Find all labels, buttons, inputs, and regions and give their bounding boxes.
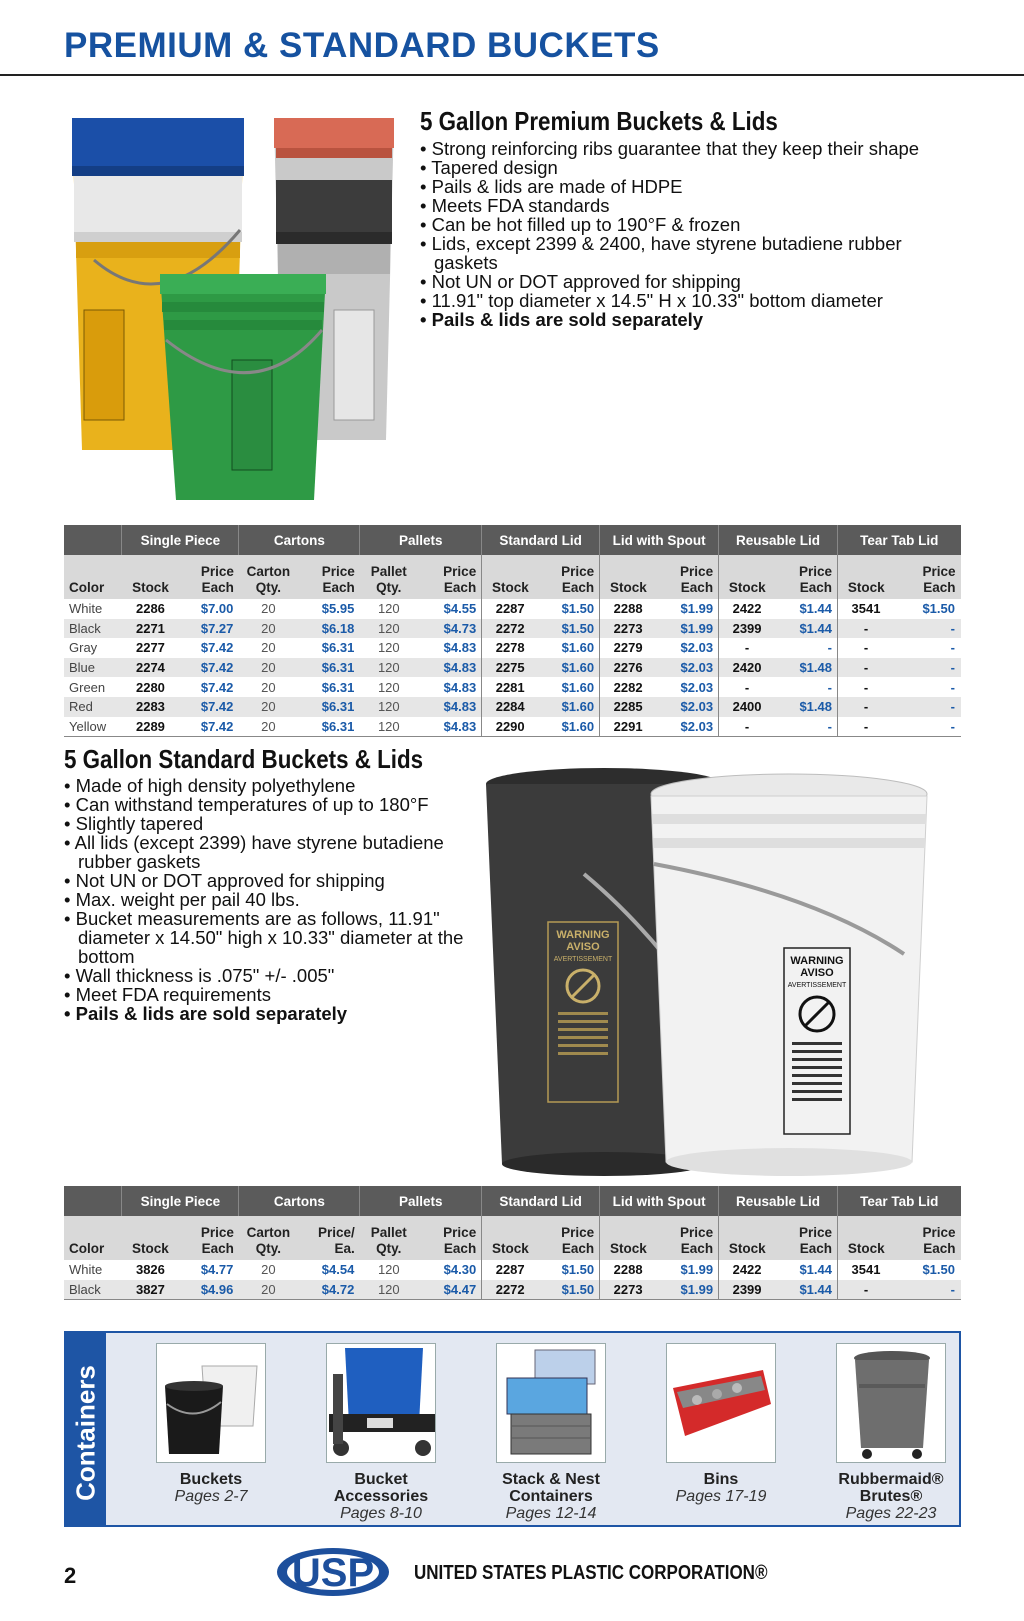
table-cell: $1.60 [539, 697, 600, 717]
standard-bullet-sold-separately: • Pails & lids are sold separately [64, 1004, 489, 1023]
column-header: Carton Qty. [239, 555, 298, 599]
nav-item-buckets[interactable] [126, 1343, 296, 1505]
group-header-single-piece: Single Piece [122, 525, 239, 555]
table-cell: - [863, 679, 869, 695]
group-header-reusable-lid: Reusable Lid [719, 1186, 838, 1216]
premium-buckets-photo [64, 110, 424, 520]
group-header-cartons: Cartons [239, 1186, 360, 1216]
table-cell: $1.60 [539, 717, 600, 737]
table-cell: $1.60 [539, 638, 600, 658]
table-cell: $6.31 [298, 697, 360, 717]
black-bucket-aviso-text: AVISO [566, 941, 600, 953]
usp-logo-text: USP [291, 1551, 375, 1595]
premium-bullet-list [420, 139, 960, 329]
nav-item-rubbermaid-brutes[interactable] [806, 1343, 976, 1522]
table-cell: 3541 [851, 1262, 881, 1278]
table-row [64, 697, 961, 717]
premium-bullet: • Strong reinforcing ribs guarantee that they keep their shape [420, 139, 960, 158]
page-number: 2 [64, 1563, 77, 1588]
nav-item-bins[interactable] [636, 1343, 806, 1505]
table-cell: Red [64, 697, 122, 717]
title-rule [0, 74, 1024, 76]
table-cell: 2272 [482, 619, 539, 639]
table-cell: 2422 [732, 601, 762, 617]
group-header-tear-tab-lid: Tear Tab Lid [838, 1186, 961, 1216]
table-cell: Blue [64, 658, 122, 678]
standard-bullet: • Wall thickness is .075" +/- .005" [64, 966, 489, 985]
table-cell: $4.83 [418, 697, 482, 717]
table-cell: - [950, 679, 955, 695]
table-cell: 3827 [122, 1280, 179, 1300]
table-cell: $4.47 [418, 1280, 482, 1300]
table-cell: - [776, 638, 838, 658]
table-cell: 2289 [122, 717, 179, 737]
table-cell: - [863, 640, 869, 656]
table-cell: - [838, 619, 895, 639]
group-header-standard-lid: Standard Lid [482, 1186, 600, 1216]
table-cell: $2.03 [657, 658, 719, 678]
table-cell: 20 [239, 717, 298, 737]
table-row [64, 1260, 961, 1280]
nav-item-name: Rubbermaid® Brutes® [838, 1471, 944, 1505]
table-cell: 2273 [600, 619, 657, 639]
premium-price-table [64, 525, 961, 737]
table-cell: $7.42 [200, 640, 234, 656]
nav-item-name: Bucket Accessories [333, 1471, 429, 1505]
table-cell: $6.31 [298, 658, 360, 678]
buckets-thumbnail [156, 1343, 266, 1463]
column-header: Stock [122, 555, 179, 599]
table-cell: 20 [239, 658, 298, 678]
table-cell: 2272 [482, 1280, 539, 1300]
table-cell: 2271 [122, 619, 179, 639]
column-header: Price Each [539, 1216, 600, 1260]
table-cell: $6.31 [298, 717, 360, 737]
standard-bullet: • Max. weight per pail 40 lbs. [64, 890, 489, 909]
table-cell: - [776, 717, 838, 737]
column-header: Stock [719, 555, 776, 599]
table-cell: 120 [360, 619, 418, 639]
column-header: Price Each [894, 1216, 960, 1260]
table-cell: 2282 [613, 679, 643, 695]
standard-bullet: • Not UN or DOT approved for shipping [64, 871, 489, 890]
table-cell: 2420 [719, 658, 776, 678]
white-bucket-aviso-text: AVISO [800, 967, 834, 979]
nav-item-pages: Pages 8-10 [340, 1505, 422, 1522]
table-cell: $7.27 [179, 619, 239, 639]
column-header: Pallet Qty. [360, 1216, 418, 1260]
group-header-lid-with-spout: Lid with Spout [600, 525, 719, 555]
standard-bullet: • Bucket measurements are as follows, 11.91" diameter x 14.50" high x 10.33" diameter at the bottom [64, 909, 479, 966]
column-header: Carton Qty. [239, 1216, 298, 1260]
table-cell: 2280 [135, 679, 165, 695]
table-cell: - [838, 1280, 895, 1300]
nav-item-name: Bins [703, 1471, 739, 1488]
table-cell: 2276 [600, 658, 657, 678]
column-header: Pallet Qty. [360, 555, 418, 599]
containers-nav [64, 1331, 961, 1527]
white-bucket-avertissement-text: AVERTISSEMENT [787, 982, 847, 989]
table-cell: 2283 [122, 697, 179, 717]
white-bucket-warning-text: WARNING [790, 955, 844, 967]
premium-bullet: • Not UN or DOT approved for shipping [420, 272, 960, 291]
nav-item-pages: Pages 12-14 [505, 1505, 597, 1522]
column-header: Stock [122, 1216, 179, 1260]
column-header: Price/ Ea. [298, 1216, 360, 1260]
table-cell: $2.03 [657, 638, 719, 658]
black-bucket-avertissement-text: AVERTISSEMENT [553, 956, 613, 963]
column-header: Stock [482, 1216, 539, 1260]
premium-bullet: • Pails & lids are made of HDPE [420, 177, 960, 196]
table-cell: $5.95 [321, 601, 355, 617]
nav-item-pages: Pages 22-23 [845, 1505, 937, 1522]
table-cell: 20 [239, 697, 298, 717]
table-row [64, 619, 961, 639]
table-cell: Gray [69, 640, 98, 656]
table-cell: 2286 [135, 601, 165, 617]
table-cell: 120 [377, 679, 400, 695]
group-header-color [64, 525, 122, 555]
standard-bullet: • Meet FDA requirements [64, 985, 489, 1004]
premium-bullet: • Tapered design [420, 158, 960, 177]
table-cell: $4.83 [418, 658, 482, 678]
premium-bullet: • 11.91" top diameter x 14.5" H x 10.33" bottom diameter [420, 291, 960, 310]
table-cell: $4.73 [418, 619, 482, 639]
table-cell: $4.30 [418, 1260, 482, 1280]
table-cell: 2281 [495, 679, 525, 695]
standard-bullet: • All lids (except 2399) have styrene butadiene rubber gaskets [64, 833, 464, 871]
standard-bullet: • Made of high density polyethylene [64, 776, 489, 795]
group-header-pallets: Pallets [360, 525, 482, 555]
column-header: Stock [600, 1216, 657, 1260]
table-cell: 20 [261, 601, 276, 617]
table-cell: 120 [377, 601, 400, 617]
table-cell: Yellow [64, 717, 122, 737]
table-cell: $1.48 [776, 697, 838, 717]
table-cell: $2.03 [657, 677, 719, 697]
table-cell: $1.44 [776, 599, 838, 619]
standard-heading: 5 Gallon Standard Buckets & Lids [64, 744, 424, 774]
company-name: UNITED STATES PLASTIC CORPORATION® [414, 1562, 768, 1584]
table-cell: $1.50 [539, 619, 600, 639]
table-cell: $1.99 [657, 599, 719, 619]
table-cell: $6.18 [298, 619, 360, 639]
table-cell: $1.50 [539, 1280, 600, 1300]
premium-bullet-sold-separately: • Pails & lids are sold separately [420, 310, 960, 329]
table-cell: 2284 [482, 697, 539, 717]
table-cell: White [69, 1262, 103, 1278]
standard-bullet: • Slightly tapered [64, 814, 489, 833]
group-header-standard-lid: Standard Lid [482, 525, 600, 555]
premium-bullet: • Meets FDA standards [420, 196, 960, 215]
table-cell: $2.03 [657, 717, 719, 737]
column-header: Stock [482, 555, 539, 599]
column-header: Price Each [418, 1216, 482, 1260]
containers-side-label: Containers [70, 1365, 101, 1501]
nav-item-pages: Pages 17-19 [675, 1488, 767, 1505]
table-cell: $1.44 [776, 1260, 838, 1280]
nav-item-name: Buckets [179, 1471, 243, 1488]
group-header-pallets: Pallets [360, 1186, 482, 1216]
premium-heading: 5 Gallon Premium Buckets & Lids [420, 106, 778, 136]
table-cell: 2290 [482, 717, 539, 737]
table-cell: - [894, 619, 960, 639]
table-cell: 2399 [719, 619, 776, 639]
table-cell: $1.48 [776, 658, 838, 678]
table-cell: - [776, 677, 838, 697]
table-cell: $4.55 [418, 599, 482, 619]
nav-item-pages: Pages 2-7 [174, 1488, 248, 1505]
table-cell: 20 [261, 1262, 276, 1278]
table-cell: $4.83 [418, 717, 482, 737]
table-cell: 2287 [495, 601, 525, 617]
table-cell: 2291 [600, 717, 657, 737]
column-header: Price Each [179, 1216, 239, 1260]
table-cell: 2277 [135, 640, 165, 656]
table-cell: Black [64, 619, 122, 639]
table-cell: 20 [239, 619, 298, 639]
column-header: Color [64, 1216, 122, 1260]
table-cell: $1.44 [776, 619, 838, 639]
table-cell: $7.42 [179, 717, 239, 737]
standard-price-table [64, 1186, 961, 1300]
table-cell: $4.83 [418, 677, 482, 697]
group-header-cartons: Cartons [239, 525, 360, 555]
table-cell: Green [69, 679, 106, 695]
table-cell: 3826 [135, 1262, 165, 1278]
column-header: Stock [838, 1216, 895, 1260]
table-cell: $7.42 [200, 679, 234, 695]
column-header: Price Each [776, 1216, 838, 1260]
table-cell: 2422 [732, 1262, 762, 1278]
table-cell: - [838, 697, 895, 717]
nav-item-stack-nest-containers[interactable] [466, 1343, 636, 1522]
table-cell: $1.50 [539, 1260, 600, 1280]
nav-item-bucket-accessories[interactable] [296, 1343, 466, 1522]
column-header: Price Each [657, 555, 719, 599]
standard-table-body [64, 1260, 961, 1299]
premium-table-body [64, 599, 961, 736]
table-cell: 2273 [600, 1280, 657, 1300]
premium-bullet: • Lids, except 2399 & 2400, have styrene butadiene rubber gaskets [420, 234, 920, 272]
table-cell: - [894, 697, 960, 717]
brutes-thumbnail [836, 1343, 946, 1463]
page-title: PREMIUM & STANDARD BUCKETS [64, 26, 660, 65]
table-cell: 120 [360, 658, 418, 678]
table-cell: $6.31 [321, 679, 355, 695]
table-row [64, 677, 961, 697]
table-cell: - [950, 640, 955, 656]
table-cell: $2.03 [657, 697, 719, 717]
table-cell: 120 [360, 697, 418, 717]
table-cell: $1.50 [922, 601, 955, 617]
column-header: Stock [838, 555, 895, 599]
group-header-lid-with-spout: Lid with Spout [600, 1186, 719, 1216]
nav-item-name: Stack & Nest Containers [502, 1471, 600, 1505]
table-cell: 120 [377, 1262, 400, 1278]
table-cell: $7.42 [179, 697, 239, 717]
table-cell: $1.99 [657, 1260, 719, 1280]
table-cell: - [894, 658, 960, 678]
table-cell: - [719, 717, 776, 737]
table-cell: 2288 [613, 1262, 643, 1278]
table-cell: $1.99 [657, 1280, 719, 1300]
table-cell: - [744, 679, 750, 695]
table-cell: $1.60 [539, 658, 600, 678]
table-cell: 120 [360, 717, 418, 737]
table-cell: 2275 [482, 658, 539, 678]
table-cell: $1.44 [776, 1280, 838, 1300]
table-cell: 3541 [851, 601, 881, 617]
bucket-accessories-thumbnail [326, 1343, 436, 1463]
table-cell: $1.50 [539, 599, 600, 619]
bins-thumbnail [666, 1343, 776, 1463]
group-header-single-piece: Single Piece [122, 1186, 239, 1216]
table-cell: - [744, 640, 750, 656]
table-cell: 120 [377, 640, 400, 656]
table-cell: - [894, 717, 960, 737]
table-cell: $4.96 [179, 1280, 239, 1300]
table-cell: 2278 [495, 640, 525, 656]
column-header: Price Each [539, 555, 600, 599]
table-cell: $4.83 [418, 638, 482, 658]
column-header: Price Each [298, 555, 360, 599]
table-row [64, 658, 961, 678]
usp-logo [273, 1541, 393, 1603]
table-cell: $6.31 [321, 640, 355, 656]
table-cell: 20 [261, 679, 276, 695]
table-cell: 2288 [613, 601, 643, 617]
table-cell: - [838, 717, 895, 737]
table-cell: $4.77 [200, 1262, 234, 1278]
table-cell: White [69, 601, 103, 617]
table-cell: 2279 [613, 640, 643, 656]
column-header: Color [64, 555, 122, 599]
table-cell: $1.99 [657, 619, 719, 639]
table-cell: $1.50 [922, 1262, 955, 1278]
table-cell: 2285 [600, 697, 657, 717]
standard-buckets-photo [484, 764, 964, 1184]
black-bucket-warning-text: WARNING [556, 929, 610, 941]
standard-bullet-list [64, 776, 489, 1023]
table-cell: 20 [261, 640, 276, 656]
table-cell: 2287 [495, 1262, 525, 1278]
table-cell: $4.54 [321, 1262, 355, 1278]
table-cell: 2400 [719, 697, 776, 717]
table-cell: 20 [239, 1280, 298, 1300]
table-cell: - [838, 658, 895, 678]
table-cell: Black [64, 1280, 122, 1300]
group-header-reusable-lid: Reusable Lid [719, 525, 838, 555]
column-header: Price Each [179, 555, 239, 599]
table-cell: - [894, 1280, 960, 1300]
group-header-tear-tab-lid: Tear Tab Lid [838, 525, 961, 555]
table-cell: 2274 [122, 658, 179, 678]
column-header: Stock [719, 1216, 776, 1260]
table-row [64, 717, 961, 737]
table-cell: 120 [360, 1280, 418, 1300]
premium-bullet: • Can be hot filled up to 190°F & frozen [420, 215, 960, 234]
stack-nest-thumbnail [496, 1343, 606, 1463]
table-cell: $4.72 [298, 1280, 360, 1300]
table-row [64, 638, 961, 658]
table-cell: $7.42 [179, 658, 239, 678]
group-header-color [64, 1186, 122, 1216]
table-cell: $1.60 [539, 677, 600, 697]
containers-side-tab [66, 1333, 106, 1525]
column-header: Price Each [657, 1216, 719, 1260]
table-row [64, 1280, 961, 1300]
table-row [64, 599, 961, 619]
standard-bullet: • Can withstand temperatures of up to 180°F [64, 795, 489, 814]
column-header: Price Each [418, 555, 482, 599]
table-cell: $7.00 [200, 601, 234, 617]
table-cell: 2399 [719, 1280, 776, 1300]
column-header: Stock [600, 555, 657, 599]
column-header: Price Each [776, 555, 838, 599]
column-header: Price Each [894, 555, 960, 599]
